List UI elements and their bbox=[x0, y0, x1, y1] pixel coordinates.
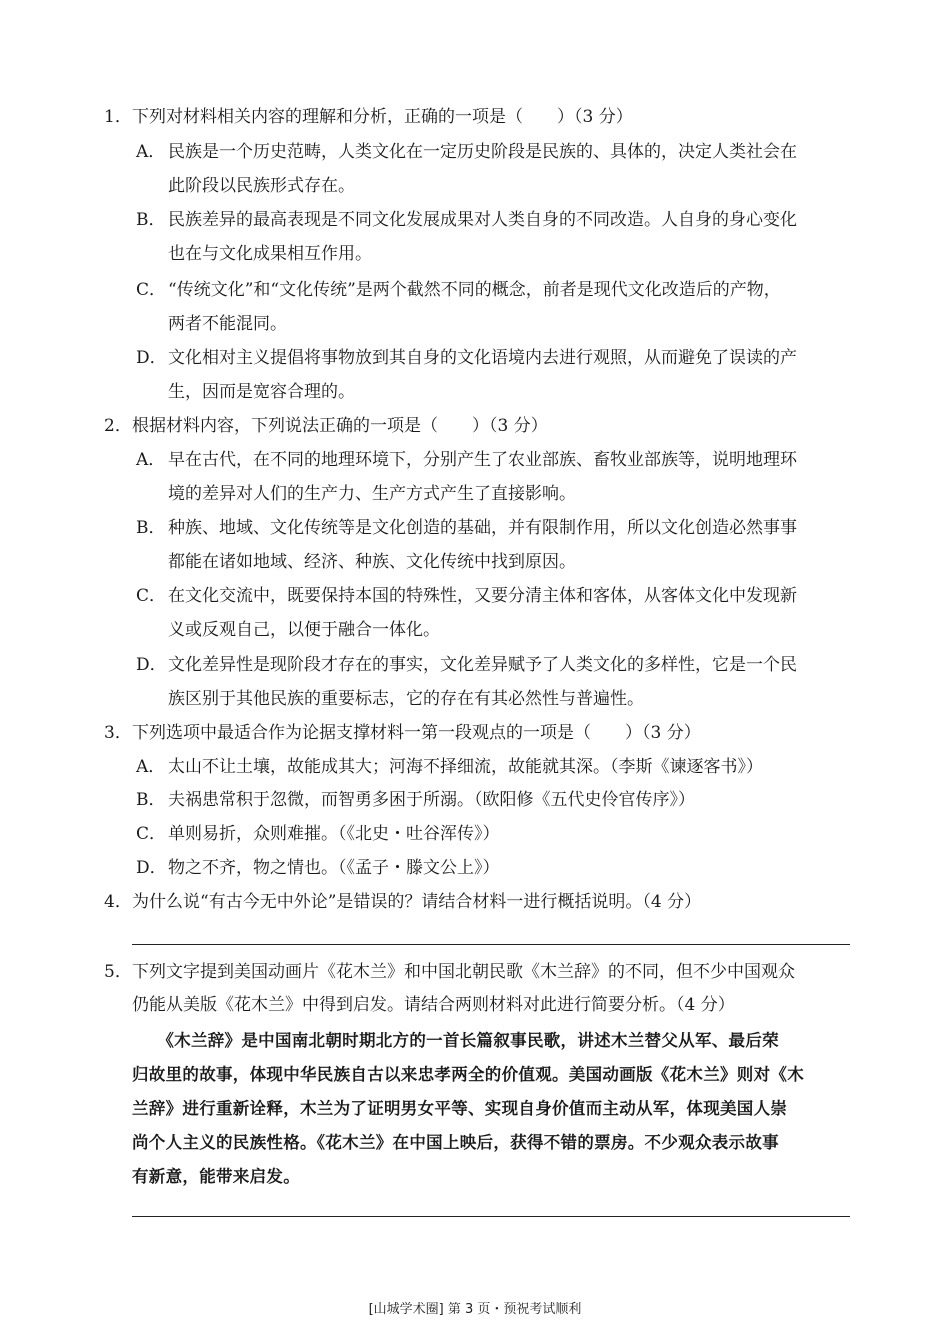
option-text: 物之不齐，物之情也。（《孟子・滕文公上》） bbox=[168, 858, 500, 878]
option-text: 夫祸患常积于忽微，而智勇多困于所溺。（欧阳修《五代史伶官传序》） bbox=[168, 790, 695, 810]
question-number: 2． bbox=[104, 416, 132, 436]
question-5-stem-cont bbox=[132, 988, 892, 1022]
answer-line bbox=[132, 1216, 850, 1217]
option-text-line1: 种族、地域、文化传统等是文化创造的基础，并有限制作用，所以文化创造必然事事 bbox=[168, 518, 797, 538]
question-5-stem bbox=[104, 955, 864, 989]
q2-option-d bbox=[136, 648, 856, 716]
option-text-line2: 义或反观自己，以便于融合一体化。 bbox=[168, 620, 440, 640]
q1-option-d bbox=[136, 341, 856, 409]
option-text-line1: 民族是一个历史范畴，人类文化在一定历史阶段是民族的、具体的，决定人类社会在 bbox=[168, 142, 797, 162]
q2-option-b bbox=[136, 511, 856, 579]
option-text-line1: 民族差异的最高表现是不同文化发展成果对人类自身的不同改造。人自身的身心变化 bbox=[168, 210, 797, 230]
question-3-stem bbox=[104, 716, 864, 750]
question-text-line2: 仍能从美版《花木兰》中得到启发。请结合两则材料对此进行简要分析。（4 分） bbox=[132, 995, 735, 1015]
option-text-line1: 早在古代，在不同的地理环境下，分别产生了农业部族、畜牧业部族等，说明地理环 bbox=[168, 450, 797, 470]
option-label: A． bbox=[136, 757, 166, 777]
question-text: 为什么说“有古今无中外论”是错误的？请结合材料一进行概括说明。（4 分） bbox=[132, 892, 702, 912]
q3-option-d bbox=[136, 851, 856, 885]
question-text-line1: 下列文字提到美国动画片《花木兰》和中国北朝民歌《木兰辞》的不同，但不少中国观众 bbox=[132, 962, 795, 982]
q1-option-a bbox=[136, 135, 856, 203]
passage-line: 归故里的故事，体现中华民族自古以来忠孝两全的价值观。美国动画版《花木兰》则对《木 bbox=[132, 1065, 804, 1084]
option-label: B． bbox=[136, 210, 166, 230]
option-label: B． bbox=[136, 790, 166, 810]
question-4-stem bbox=[104, 885, 864, 919]
passage-line: 有新意，能带来启发。 bbox=[132, 1167, 300, 1186]
question-number: 1． bbox=[104, 107, 132, 127]
q1-option-c bbox=[136, 273, 856, 341]
option-text-line1: 文化差异性是现阶段才存在的事实，文化差异赋予了人类文化的多样性，它是一个民 bbox=[168, 655, 797, 675]
q3-option-a bbox=[136, 750, 856, 784]
passage-line: 兰辞》进行重新诠释，木兰为了证明男女平等、实现自身价值而主动从军，体现美国人崇 bbox=[132, 1099, 788, 1118]
option-text-line2: 族区别于其他民族的重要标志，它的存在有其必然性与普遍性。 bbox=[168, 689, 644, 709]
option-text: 太山不让土壤，故能成其大；河海不择细流，故能就其深。（李斯《谏逐客书》） bbox=[168, 757, 763, 777]
question-text: 下列选项中最适合作为论据支撑材料一第一段观点的一项是（ ）（3 分） bbox=[132, 723, 701, 743]
q2-option-a bbox=[136, 443, 856, 511]
option-label: D． bbox=[136, 348, 167, 368]
page-footer: [山城学术圈] 第 3 页・预祝考试顺利 bbox=[368, 1302, 582, 1317]
question-1-stem bbox=[104, 100, 864, 134]
q3-option-c bbox=[136, 817, 856, 851]
option-text: 单则易折，众则难摧。（《北史・吐谷浑传》） bbox=[168, 824, 500, 844]
answer-line bbox=[132, 944, 850, 945]
option-text-line2: 此阶段以民族形式存在。 bbox=[168, 176, 355, 196]
q1-option-b bbox=[136, 203, 856, 271]
option-text-line1: 在文化交流中，既要保持本国的特殊性，又要分清主体和客体，从客体文化中发现新 bbox=[168, 586, 797, 606]
option-text-line2: 生，因而是宽容合理的。 bbox=[168, 382, 355, 402]
option-text-line1: 文化相对主义提倡将事物放到其自身的文化语境内去进行观照，从而避免了误读的产 bbox=[168, 348, 797, 368]
option-text-line2: 两者不能混同。 bbox=[168, 314, 287, 334]
option-label: C． bbox=[136, 586, 167, 606]
question-text: 下列对材料相关内容的理解和分析，正确的一项是（ ）（3 分） bbox=[132, 107, 633, 127]
question-number: 4． bbox=[104, 892, 132, 912]
reading-passage bbox=[132, 1024, 854, 1194]
question-number: 5． bbox=[104, 962, 132, 982]
option-label: C． bbox=[136, 280, 167, 300]
passage-line: 《木兰辞》是中国南北朝时期北方的一首长篇叙事民歌，讲述木兰替父从军、最后荣 bbox=[132, 1031, 779, 1050]
option-label: C． bbox=[136, 824, 167, 844]
option-label: B． bbox=[136, 518, 166, 538]
option-text-line1: “传统文化”和“文化传统”是两个截然不同的概念，前者是现代文化改造后的产物， bbox=[168, 280, 781, 300]
option-label: D． bbox=[136, 655, 167, 675]
option-label: A． bbox=[136, 142, 166, 162]
question-number: 3． bbox=[104, 723, 132, 743]
option-text-line2: 都能在诸如地域、经济、种族、文化传统中找到原因。 bbox=[168, 552, 576, 572]
option-text-line2: 也在与文化成果相互作用。 bbox=[168, 244, 372, 264]
question-text: 根据材料内容，下列说法正确的一项是（ ）（3 分） bbox=[132, 416, 548, 436]
passage-line: 尚个人主义的民族性格。《花木兰》在中国上映后，获得不错的票房。不少观众表示故事 bbox=[132, 1133, 779, 1152]
option-label: D． bbox=[136, 858, 167, 878]
question-2-stem bbox=[104, 409, 864, 443]
q2-option-c bbox=[136, 579, 856, 647]
q3-option-b bbox=[136, 783, 856, 817]
option-text-line2: 境的差异对人们的生产力、生产方式产生了直接影响。 bbox=[168, 484, 576, 504]
option-label: A． bbox=[136, 450, 166, 470]
